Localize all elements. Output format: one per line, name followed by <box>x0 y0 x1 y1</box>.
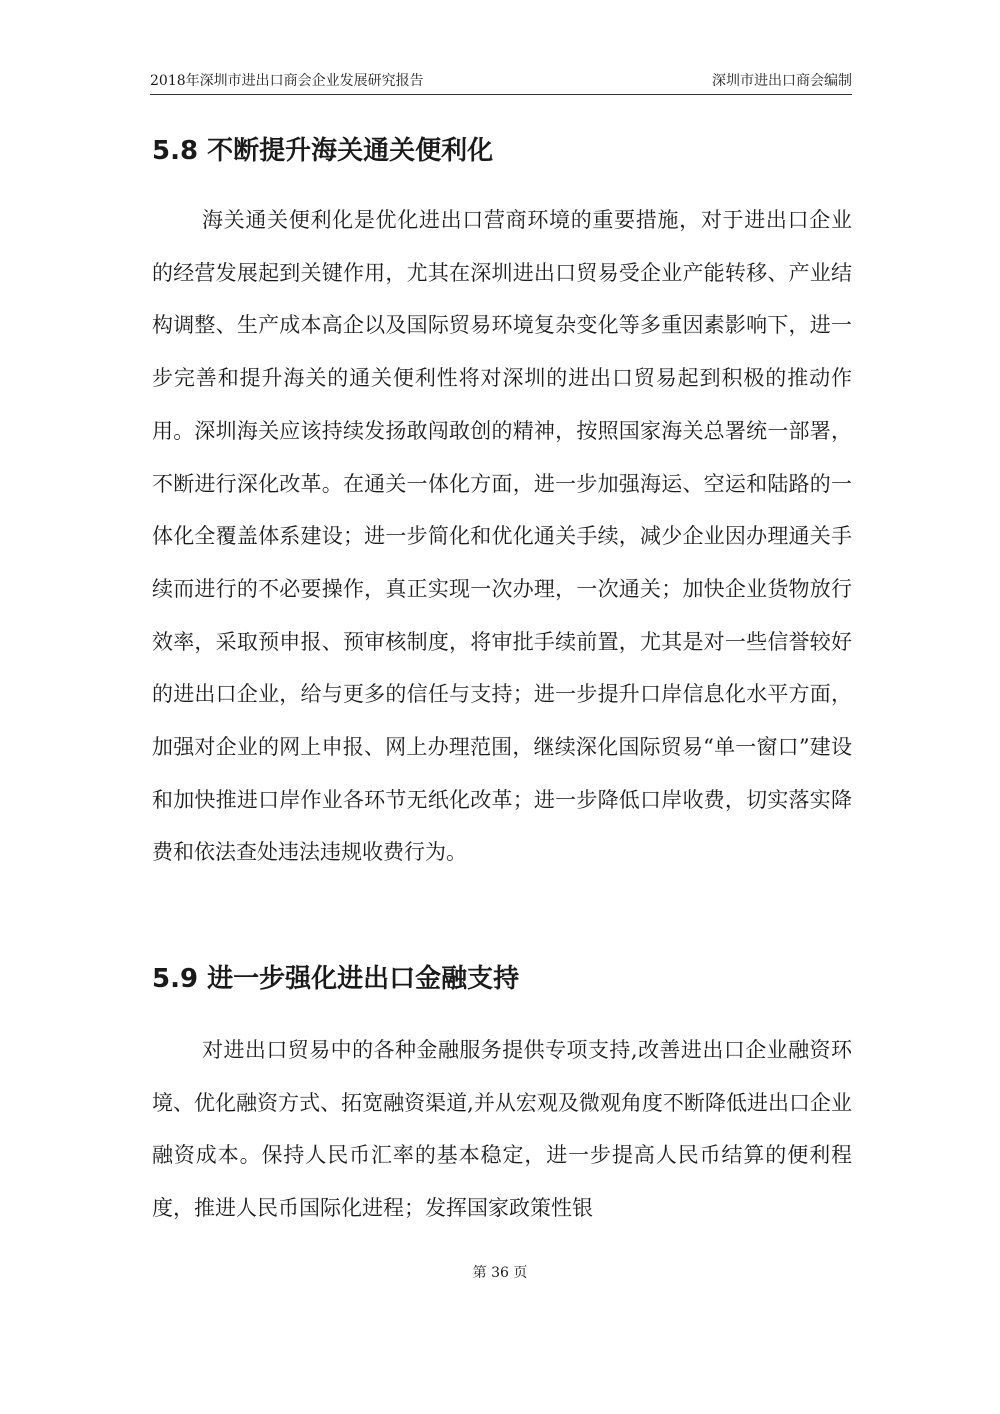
page-number: 第 36 页 <box>472 1265 528 1281</box>
section-heading-5-9: 5.9 进一步强化进出口金融支持 <box>152 964 520 994</box>
section-paragraph-5-9: 对进出口贸易中的各种金融服务提供专项支持,改善进出口企业融资环境、优化融资方式、拓宽融资渠道,并从宏观及微观角度不断降低进出口企业融资成本。保持人民币汇率的基本稳定，进一步提高人民币结算的便利程度，推进人民币国际化进程；发挥国家政策性银 <box>152 1038 852 1221</box>
page-header <box>150 70 852 95</box>
section-paragraph-5-8: 海关通关便利化是优化进出口营商环境的重要措施，对于进出口企业的经营发展起到关键作用，尤其在深圳进出口贸易受企业产能转移、产业结构调整、生产成本高企以及国际贸易环境复杂变化等多重因素影响下，进一步完善和提升海关的通关便利性将对深圳的进出口贸易起到积极的推动作用。深圳海关应该持续发扬敢闯敢创的精神，按照国家海关总署统一部署，不断进行深化改革。在通关一体化方面，进一步加强海运、空运和陆路的一体化全覆盖体系建设；进一步简化和优化通关手续，减少企业因办理通关手续而进行的不必要操作，真正实现一次办理，一次通关；加快企业货物放行效率，采取预申报、预审核制度，将审批手续前置，尤其是对一些信誉较好的进出口企业，给与更多的信任与支持；进一步提升口岸信息化水平方面，加强对企业的网上申报、网上办理范围，继续深化国际贸易“单一窗口”建设和加快推进口岸作业各环节无纸化改革；进一步降低口岸收费，切实落实降费和依法查处违法违规收费行为。 <box>152 208 852 865</box>
header-report-title: 2018年深圳市进出口商会企业发展研究报告 <box>150 73 424 89</box>
section-heading-5-8: 5.8 不断提升海关通关便利化 <box>152 136 494 166</box>
header-publisher: 深圳市进出口商会编制 <box>712 73 852 89</box>
